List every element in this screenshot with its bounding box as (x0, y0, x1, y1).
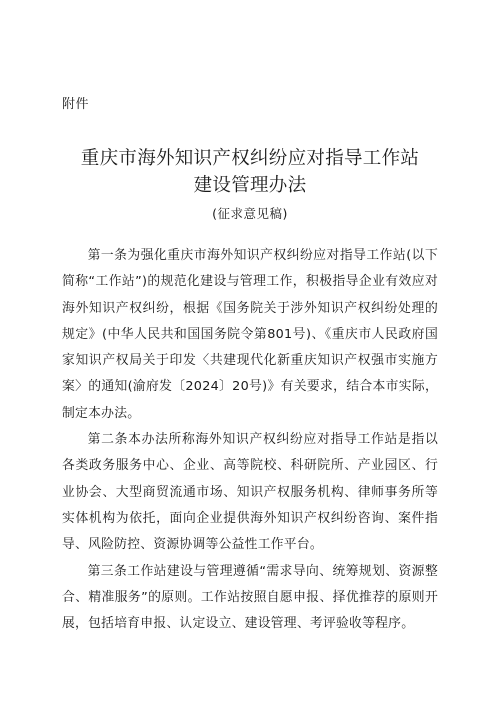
document-body (62, 243, 438, 637)
article-1-paragraph: 第一条为强化重庆市海外知识产权纠纷应对指导工作站(以下简称“工作站”)的规范化建设与管理工作，积极指导企业有效应对海外知识产权纠纷，根据《国务院关于涉外知识产权纠纷处理的规定》(中华人民共和国国务院令第801号)、《重庆市人民政府国家知识产权局关于印发〈共建现代化新重庆知识产权强市实施方案〉的通知(渝府发〔2024〕20号)》有关要求，结合本市实际，制定本办法。 (62, 248, 438, 421)
attachment-label: 附件 (62, 97, 90, 112)
title-block (0, 145, 500, 223)
article-3-paragraph: 第三条工作站建设与管理遵循“需求导向、统筹规划、资源整合、精准服务”的原则。工作站按照自愿申报、择优推荐的原则开展，包括培育申报、认定设立、建设管理、考评验收等程序。 (62, 563, 438, 632)
document-title-line-2: 建设管理办法 (193, 175, 307, 196)
document-subtitle: (征求意见稿) (212, 206, 288, 221)
article-2-paragraph: 第二条本办法所称海外知识产权纠纷应对指导工作站是指以各类政务服务中心、企业、高等院校、科研院所、产业园区、行业协会、大型商贸流通市场、知识产权服务机构、律师事务所等实体机构为依托，面向企业提供海外知识产权纠纷咨询、案件指导、风险防控、资源协调等公益性工作平台。 (62, 432, 438, 553)
document-title-line-1: 重庆市海外知识产权纠纷应对指导工作站 (80, 148, 420, 169)
